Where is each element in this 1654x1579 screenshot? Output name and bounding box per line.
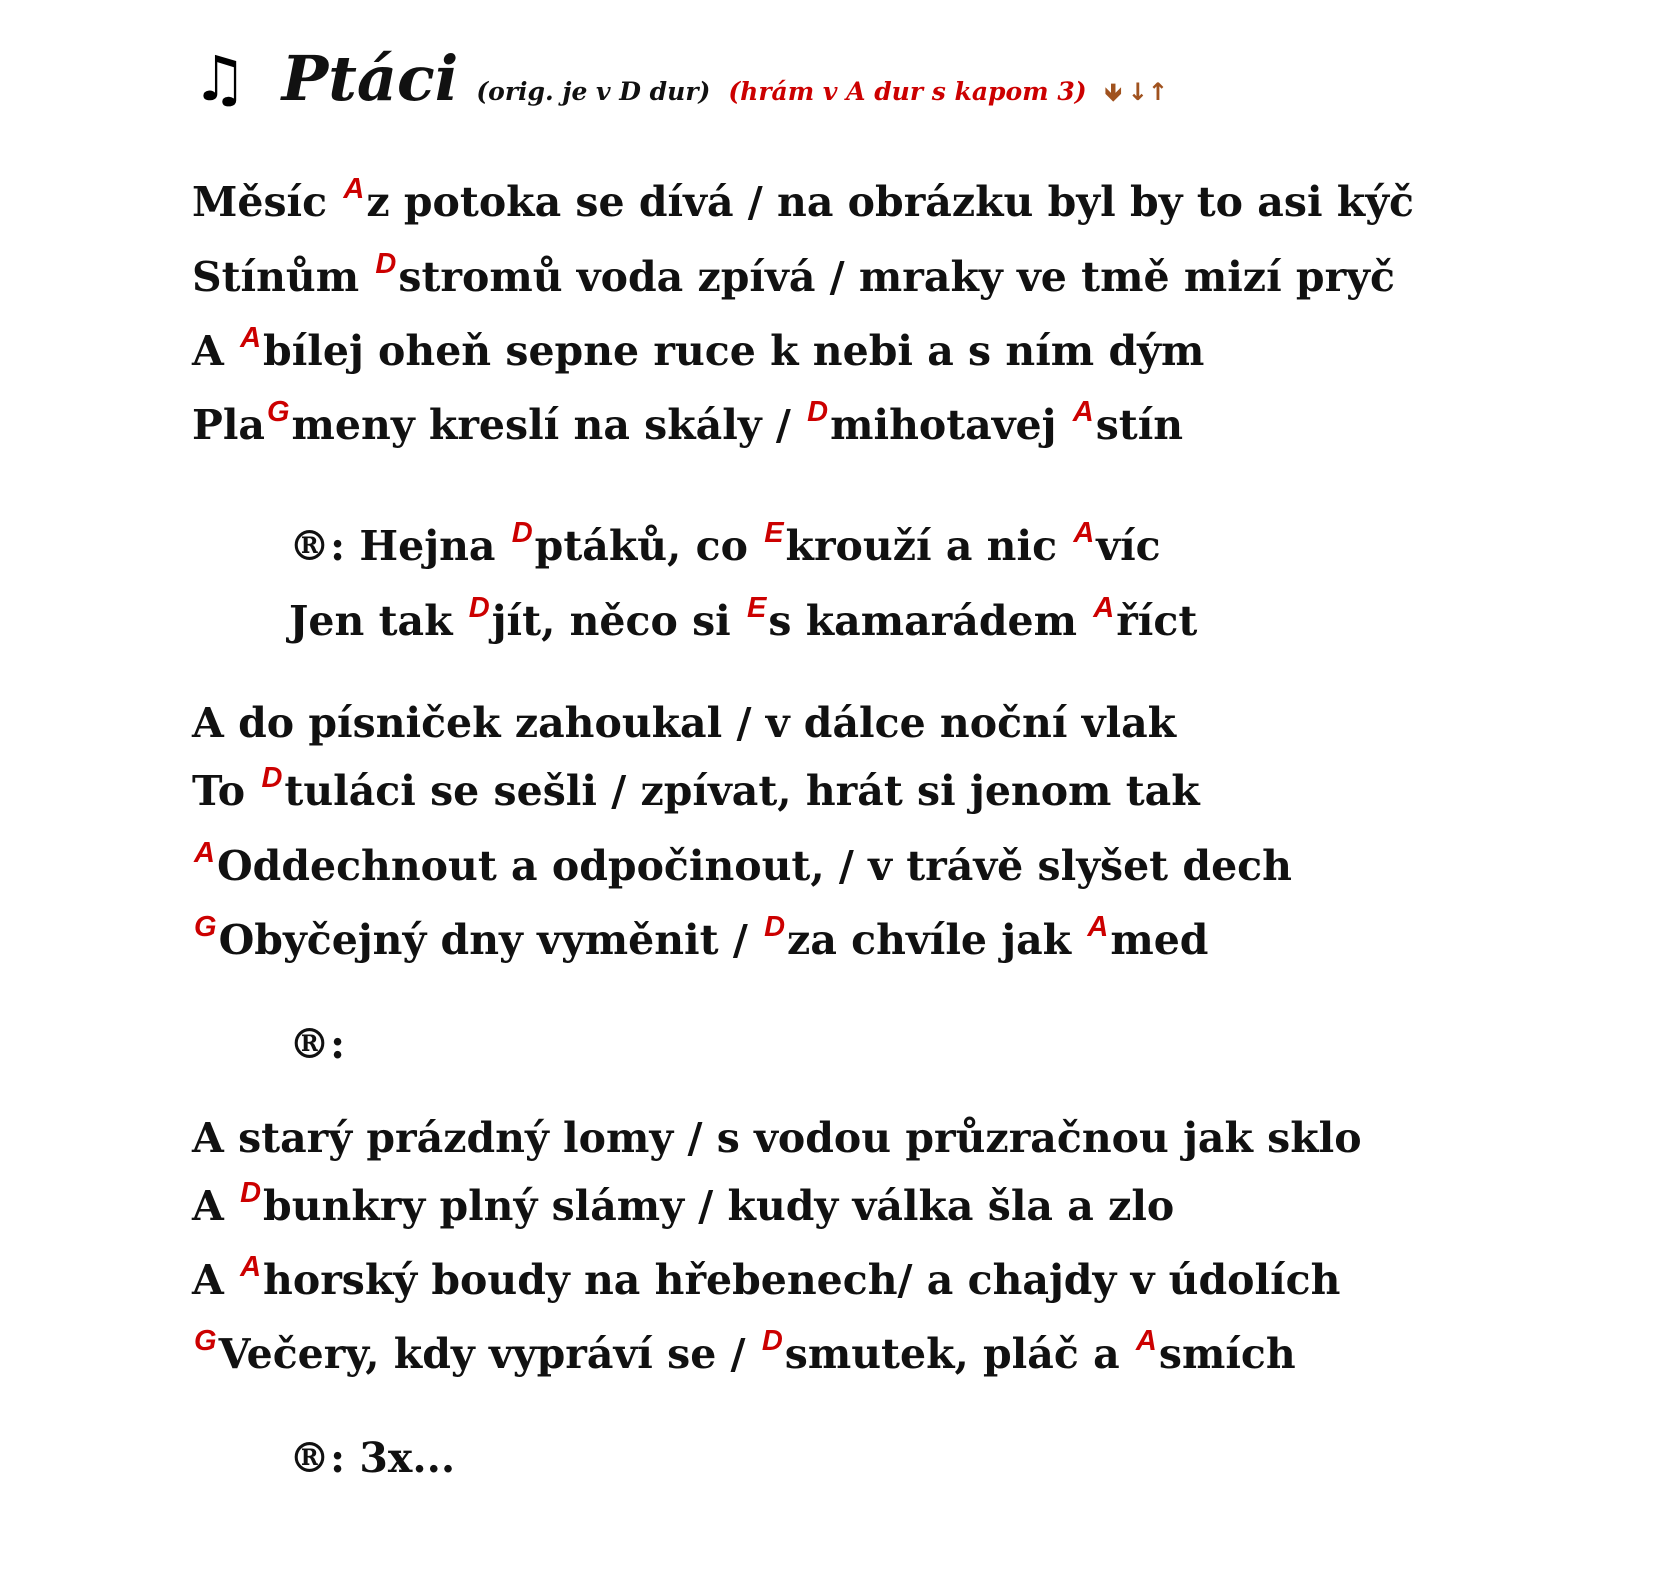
chord: D (764, 911, 786, 943)
chord: D (240, 1177, 262, 1209)
chord: E (764, 517, 784, 549)
lyric-line (192, 248, 1395, 301)
lyric-line (192, 699, 1177, 747)
lyric-line (192, 762, 1200, 815)
chord: G (266, 396, 290, 428)
lyric-text: víc (1096, 522, 1161, 570)
lyric-line (192, 322, 1205, 375)
playing-key: (hrám v A dur s kapom 3) (728, 77, 1087, 106)
lyric-text: ptáků, co (534, 522, 763, 570)
lyric-text: Jen tak (289, 597, 467, 645)
lyric-line (289, 592, 1198, 645)
chord: D (375, 248, 397, 280)
song-title: Ptáci (281, 42, 459, 115)
lyric-text: meny kreslí na skály / (291, 401, 806, 449)
lyric-text: med (1110, 916, 1209, 964)
lyric-line (192, 173, 1414, 226)
lyric-text: jít, něco si (491, 597, 746, 645)
chord: A (1135, 1325, 1157, 1357)
lyric-line (289, 1434, 456, 1482)
lyric-text: A (192, 327, 239, 375)
lyric-text: krouží a nic (785, 522, 1072, 570)
lyric-line (192, 1114, 1362, 1162)
lyric-text: smutek, pláč a (784, 1330, 1134, 1378)
lyric-line (192, 1251, 1341, 1304)
lyric-text: z potoka se dívá / na obrázku byl by to asi kýč (366, 178, 1414, 226)
chord: A (240, 322, 262, 354)
chord: D (468, 592, 490, 624)
chord: A (194, 837, 215, 869)
chord: A (240, 1251, 262, 1283)
lyric-line (192, 1177, 1175, 1230)
chord: D (511, 517, 533, 549)
lyric-line (192, 396, 1184, 449)
chord: A (1087, 911, 1109, 943)
lyric-text: Pla (192, 401, 265, 449)
lyric-text: horský boudy na hřebenech/ a chajdy v údolích (263, 1256, 1341, 1304)
song-header (192, 42, 1174, 116)
chord: A (1093, 592, 1115, 624)
lyric-text: To (192, 767, 260, 815)
chord: G (194, 1325, 217, 1357)
lyric-text: A (192, 1256, 239, 1304)
lyric-text: s kamarádem (768, 597, 1092, 645)
chord: D (261, 762, 283, 794)
lyric-text: za chvíle jak (787, 916, 1086, 964)
lyric-text: ®: Hejna (289, 522, 510, 570)
lyric-text: bunkry plný slámy / kudy válka šla a zlo (263, 1182, 1175, 1230)
lyric-text: A starý prázdný lomy / s vodou průzračnou jak sklo (192, 1114, 1362, 1162)
lyric-text: Stínům (192, 253, 374, 301)
chord: D (807, 396, 829, 428)
lyric-text: smích (1158, 1330, 1296, 1378)
lyric-text: ®: 3x... (289, 1434, 456, 1482)
original-key: (orig. je v D dur) (476, 77, 711, 106)
lyric-text: A (192, 1182, 239, 1230)
lyric-line (192, 1325, 1296, 1378)
lyric-line (289, 517, 1161, 570)
chord: A (1072, 396, 1094, 428)
lyric-text: Měsíc (192, 178, 342, 226)
lyric-line (289, 1020, 346, 1068)
chord: A (1073, 517, 1095, 549)
lyric-text: mihotavej (830, 401, 1071, 449)
music-note-icon: ♫ (192, 42, 248, 115)
lyric-text: ®: (289, 1020, 346, 1068)
chord: A (343, 173, 365, 205)
lyric-line (192, 911, 1209, 964)
chord: D (761, 1325, 783, 1357)
lyric-text: říct (1116, 597, 1198, 645)
transpose-down-icon[interactable]: 🡻 (1104, 78, 1122, 106)
lyric-text: stromů voda zpívá / mraky ve tmě mizí pryč (398, 253, 1395, 301)
lyric-text: Večery, kdy vypráví se / (218, 1330, 760, 1378)
transpose-toggle-icon[interactable]: ↓↑ (1127, 78, 1169, 106)
lyric-text: Obyčejný dny vyměnit / (218, 916, 763, 964)
lyric-text: stín (1095, 401, 1184, 449)
lyric-text: A do písniček zahoukal / v dálce noční vlak (192, 699, 1177, 747)
chord: G (194, 911, 217, 943)
lyric-text: bílej oheň sepne ruce k nebi a s ním dým (263, 327, 1205, 375)
lyric-line (192, 837, 1292, 890)
lyric-text: tuláci se sešli / zpívat, hrát si jenom tak (284, 767, 1200, 815)
lyric-text: Oddechnout a odpočinout, / v trávě slyšet dech (216, 842, 1292, 890)
chord: E (747, 592, 767, 624)
